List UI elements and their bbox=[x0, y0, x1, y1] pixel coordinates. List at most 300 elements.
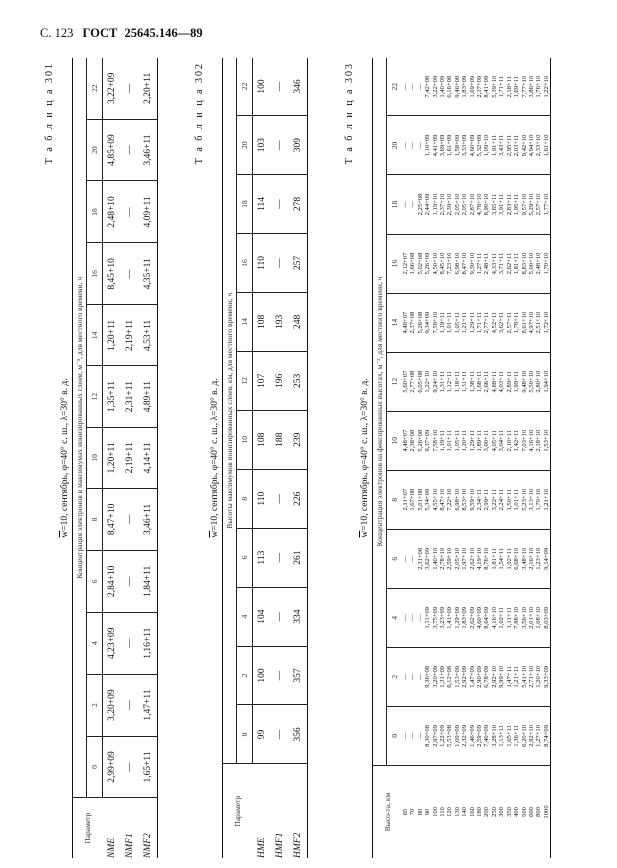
table-row bbox=[121, 58, 139, 858]
table-cell: 8,30+08 bbox=[424, 724, 432, 747]
hour-header: 12 bbox=[237, 351, 253, 410]
table-cell: — bbox=[409, 732, 417, 740]
table-cell: 257 bbox=[289, 233, 308, 292]
table-cell: 1,27+10 bbox=[535, 724, 543, 747]
table-cell: 2,62+09 bbox=[469, 588, 476, 647]
data-table bbox=[72, 58, 158, 858]
table-cell: — bbox=[121, 550, 139, 612]
table-cell: — bbox=[121, 674, 139, 736]
table-cell: 99 bbox=[257, 729, 267, 740]
table-cell: 1,68+11 bbox=[476, 352, 483, 411]
table-cell: 8,61+10 bbox=[521, 293, 528, 352]
table-cell: 3,86+10 bbox=[528, 58, 535, 116]
table-cell: 3,04+11 bbox=[498, 411, 505, 470]
table-cell: 9,33+09 bbox=[543, 647, 551, 706]
table-cell: 1,11+11 bbox=[506, 588, 513, 647]
table-cell: 2,39+10 bbox=[446, 175, 453, 234]
table-cell: 107 bbox=[253, 351, 272, 410]
table-cell: 1,19+10 bbox=[432, 175, 439, 234]
table-cell: 2,33+10 bbox=[535, 116, 542, 175]
table-cell: 1,27+11 bbox=[476, 234, 483, 293]
table-cell: 1,13+11 bbox=[498, 725, 506, 747]
table-cell: 114 bbox=[253, 175, 272, 234]
table-cell: 1,70+10 bbox=[543, 234, 551, 293]
table-title: $\overline{w}=10$, сентябрь, φ=40° с. ш., λ=30° в. д. bbox=[60, 378, 70, 538]
table-cell: 1,20+10 bbox=[535, 647, 542, 706]
table-cell: 2,32+09 bbox=[461, 724, 469, 747]
table-cell: 2,19+11 bbox=[121, 427, 139, 488]
table-cell: 2,16+10 bbox=[528, 529, 535, 588]
table-cell: 5,41+10 bbox=[521, 647, 528, 706]
table-cell: 4,48+07 bbox=[402, 293, 409, 352]
hour-header: 14 bbox=[87, 305, 103, 366]
table-row bbox=[417, 58, 424, 858]
table-cell: 1,97+10 bbox=[461, 529, 468, 588]
table-cell: 2,99+09 bbox=[107, 751, 117, 783]
table-cell: 1,20+11 bbox=[461, 411, 468, 470]
table-cell: 2,19+11 bbox=[121, 305, 139, 366]
table-cell: 9,59+10 bbox=[469, 470, 476, 529]
table-cell: — bbox=[417, 647, 424, 706]
table-cell: 1,21+10 bbox=[543, 470, 551, 529]
table-cell: — bbox=[271, 175, 289, 234]
height-value: 80 bbox=[417, 765, 424, 858]
table-cell: 7,88+10 bbox=[513, 588, 520, 647]
table-cell: — bbox=[271, 587, 289, 646]
table-cell: 2,97+09 bbox=[431, 724, 439, 747]
span-header: Концентрация электронов в максимумах ионизированных слоев, м⁻³, для местного времени, ч bbox=[73, 58, 87, 798]
hour-header: 12 bbox=[387, 352, 403, 411]
table-cell: 1,69+11 bbox=[513, 58, 520, 116]
table-cell: 2,71+10 bbox=[528, 647, 535, 706]
standard-label: ГОСТ bbox=[82, 26, 118, 40]
table-cell: 5,26+08 bbox=[417, 411, 424, 470]
table-cell: 8,47+10 bbox=[439, 470, 446, 529]
table-cell: 1,47+09 bbox=[469, 647, 476, 706]
table-row bbox=[446, 58, 453, 858]
table-cell: 6,78+09 bbox=[483, 647, 490, 706]
table-cell: 1,81+11 bbox=[491, 529, 498, 588]
hour-header: 6 bbox=[237, 528, 253, 587]
table-cell: 1,05+11 bbox=[454, 411, 461, 470]
hour-header: 20 bbox=[237, 116, 253, 175]
table-row bbox=[103, 58, 122, 858]
table-cell: 2,92+10 bbox=[527, 724, 535, 747]
table-cell: 1,81+11 bbox=[513, 234, 520, 293]
param-name: NMF1 bbox=[121, 798, 139, 858]
table-cell: — bbox=[121, 612, 139, 674]
table-cell: 9,37+09 bbox=[424, 411, 431, 470]
table-cell: 4,53+11 bbox=[139, 305, 158, 366]
table-cell: 8,45+10 bbox=[103, 243, 122, 305]
table-cell: 2,05+10 bbox=[454, 529, 461, 588]
table-cell: 253 bbox=[289, 351, 308, 410]
table-cell: 1,69+09 bbox=[469, 58, 476, 116]
table-cell: 8,45+10 bbox=[439, 234, 446, 293]
table-cell: 2,84+10 bbox=[103, 550, 122, 612]
hour-header: 4 bbox=[87, 612, 103, 674]
table-cell: 2,05+10 bbox=[461, 175, 468, 234]
table-row bbox=[521, 58, 528, 858]
table-cell: 1,22+09 bbox=[439, 724, 447, 747]
table-row bbox=[498, 58, 505, 858]
table-cell: 4,03+11 bbox=[498, 352, 505, 411]
table-cell: 1,42+11 bbox=[513, 411, 520, 470]
table-cell: 1,09+09 bbox=[453, 724, 461, 747]
rotated-content bbox=[44, 58, 614, 858]
table-cell: 8,83+10 bbox=[521, 234, 528, 293]
hour-header: 16 bbox=[87, 243, 103, 305]
table-cell: 2,62+11 bbox=[506, 234, 513, 293]
table-cell: 1,47+11 bbox=[506, 647, 513, 706]
table-cell: 2,90+09 bbox=[476, 647, 483, 706]
table-cell: 1,22+10 bbox=[424, 352, 431, 411]
table-cell: 193 bbox=[271, 292, 289, 351]
table-cell: 4,35+11 bbox=[139, 243, 158, 305]
table-cell: 2,48+10 bbox=[535, 234, 542, 293]
table-cell: 5,34+09 bbox=[424, 470, 431, 529]
hour-header: 6 bbox=[87, 550, 103, 612]
table-cell: 4,05+11 bbox=[491, 411, 498, 470]
table-cell: 357 bbox=[289, 646, 308, 705]
hour-header: 8 bbox=[237, 469, 253, 528]
param-name: NME bbox=[103, 798, 122, 858]
table-cell: 1,11+09 bbox=[424, 588, 431, 647]
table-cell: — bbox=[416, 732, 424, 740]
table-cell: 2,78+10 bbox=[439, 529, 446, 588]
table-row bbox=[289, 58, 308, 858]
table-302 bbox=[194, 58, 308, 858]
table-cell: 3,75+09 bbox=[432, 588, 439, 647]
table-cell: 8,47+10 bbox=[461, 234, 468, 293]
table-cell: 1,16+11 bbox=[139, 612, 158, 674]
table-cell: 1,40+10 bbox=[432, 529, 439, 588]
table-cell: — bbox=[125, 762, 135, 772]
table-cell: — bbox=[409, 175, 416, 234]
table-cell: 1,99+11 bbox=[513, 352, 520, 411]
table-cell: 1,91+11 bbox=[491, 116, 498, 175]
table-cell: 8,03+09 bbox=[543, 588, 551, 647]
height-value: 250 bbox=[491, 765, 498, 858]
table-cell: 2,34+11 bbox=[476, 470, 483, 529]
table-cell: 1,36+11 bbox=[513, 725, 521, 747]
table-cell: 9,36+08 bbox=[424, 647, 431, 706]
hour-header: 20 bbox=[87, 119, 103, 181]
table-cell: 113 bbox=[253, 528, 272, 587]
table-cell: 9,24+10 bbox=[432, 352, 439, 411]
table-cell: 5,00+10 bbox=[528, 234, 535, 293]
height-header: Высо-та, км bbox=[373, 765, 403, 858]
hour-header: 14 bbox=[237, 292, 253, 351]
param-name: HME bbox=[253, 764, 272, 858]
table-cell: 4,60+09 bbox=[476, 588, 483, 647]
table-cell: — bbox=[271, 116, 289, 175]
table-cell: 1,10+09 bbox=[424, 116, 431, 175]
table-cell: 3,91+11 bbox=[498, 175, 505, 234]
data-table bbox=[222, 58, 308, 858]
param-name: HMF2 bbox=[289, 764, 308, 858]
table-title: $\overline{w}=10$, сентябрь, φ=40° с. ш., λ=30° в. д. bbox=[210, 378, 220, 538]
hour-header: 22 bbox=[87, 58, 103, 119]
table-cell: — bbox=[402, 588, 409, 647]
table-cell: 5,26+09 bbox=[424, 234, 431, 293]
table-cell: 1,21+11 bbox=[461, 293, 468, 352]
table-cell: — bbox=[271, 233, 289, 292]
table-cell: 334 bbox=[289, 587, 308, 646]
table-row bbox=[402, 58, 409, 858]
table-301 bbox=[44, 58, 158, 858]
table-cell: 9,14+09 bbox=[543, 529, 551, 588]
table-cell: 1,22+10 bbox=[543, 58, 551, 116]
table-cell: 7,58+10 bbox=[432, 293, 439, 352]
table-cell: 1,65+11 bbox=[505, 725, 513, 747]
table-cell: 7,77+10 bbox=[521, 58, 528, 116]
table-cell: — bbox=[271, 469, 289, 528]
table-cell: — bbox=[271, 646, 289, 705]
hour-header: 4 bbox=[387, 588, 403, 647]
table-cell: 1,71+11 bbox=[498, 58, 505, 116]
table-cell: 2,11+07 bbox=[402, 470, 409, 529]
height-value: 120 bbox=[446, 765, 453, 858]
table-cell: 1,29+09 bbox=[454, 588, 461, 647]
table-cell: 2,20+11 bbox=[139, 58, 158, 119]
table-cell: 2,05+10 bbox=[454, 175, 461, 234]
table-cell: 8,41+09 bbox=[483, 58, 490, 116]
table-cell: 2,99+11 bbox=[483, 470, 490, 529]
table-cell: — bbox=[271, 58, 289, 116]
hour-header: 16 bbox=[237, 233, 253, 292]
table-cell: 7,40+09 bbox=[483, 724, 491, 747]
table-cell: 1,20+11 bbox=[103, 305, 122, 366]
table-cell: 3,22+11 bbox=[491, 470, 498, 529]
table-cell: 3,62+11 bbox=[498, 293, 505, 352]
table-cell: 5,26+08 bbox=[417, 293, 424, 352]
hour-header: 10 bbox=[87, 427, 103, 488]
table-cell: 1,31+09 bbox=[439, 647, 446, 706]
table-cell: — bbox=[121, 243, 139, 305]
hour-header: 22 bbox=[387, 58, 403, 116]
table-cell: — bbox=[402, 732, 409, 740]
table-cell: 2,31+08 bbox=[417, 529, 424, 588]
table-cell: 3,56+10 bbox=[521, 588, 528, 647]
hour-header: 0 bbox=[87, 736, 103, 798]
table-cell: 278 bbox=[289, 175, 308, 234]
table-cell: 2,48+11 bbox=[483, 234, 490, 293]
table-cell: 2,51+10 bbox=[535, 293, 542, 352]
table-cell: 100 bbox=[253, 646, 272, 705]
table-cell: 110 bbox=[253, 233, 272, 292]
height-value: 350 bbox=[506, 765, 513, 858]
table-cell: — bbox=[409, 588, 416, 647]
table-row bbox=[476, 58, 483, 858]
table-cell: 1,31+11 bbox=[461, 352, 468, 411]
table-row bbox=[528, 58, 535, 858]
hour-header: 6 bbox=[387, 529, 403, 588]
table-cell: 6,68+10 bbox=[513, 529, 520, 588]
table-cell: 9,57+10 bbox=[521, 175, 528, 234]
table-cell: 3,71+11 bbox=[498, 234, 505, 293]
table-label: Т а б л и ц а 303 bbox=[344, 62, 355, 165]
table-cell: 3,22+09 bbox=[432, 58, 439, 116]
table-cell: 196 bbox=[271, 351, 289, 410]
height-value: 70 bbox=[409, 765, 416, 858]
table-cell: 1,09+10 bbox=[483, 116, 490, 175]
table-cell: 1,01+11 bbox=[513, 470, 520, 529]
param-header: Параметр bbox=[73, 798, 103, 858]
table-cell: 6,98+10 bbox=[454, 234, 461, 293]
table-cell: 3,20+09 bbox=[103, 674, 122, 736]
table-cell: 7,22+10 bbox=[446, 470, 453, 529]
table-row bbox=[271, 58, 289, 858]
table-cell: 1,58+09 bbox=[454, 116, 461, 175]
table-cell: 5,50+10 bbox=[528, 352, 535, 411]
table-cell: — bbox=[409, 529, 416, 588]
table-cell: 9,46+08 bbox=[454, 58, 461, 116]
table-cell: 4,52+11 bbox=[491, 293, 498, 352]
table-cell: 5,02+08 bbox=[417, 234, 424, 293]
table-cell: 6,12+08 bbox=[446, 647, 453, 706]
table-cell: 1,21+11 bbox=[513, 647, 520, 706]
table-cell: — bbox=[402, 116, 409, 175]
table-cell: 2,10+11 bbox=[506, 411, 513, 470]
table-cell: 8,76+10 bbox=[483, 529, 490, 588]
table-cell: 2,37+09 bbox=[476, 58, 483, 116]
table-cell: 1,31+11 bbox=[439, 352, 446, 411]
table-cell: 2,83+11 bbox=[506, 175, 513, 234]
table-cell: 3,48+10 bbox=[521, 529, 528, 588]
table-label: Т а б л и ц а 302 bbox=[194, 62, 205, 165]
table-cell: 2,62+10 bbox=[469, 529, 476, 588]
table-cell: 4,19+10 bbox=[476, 529, 483, 588]
table-cell: 4,97+10 bbox=[528, 293, 535, 352]
height-value: 600 bbox=[528, 765, 535, 858]
table-row bbox=[491, 58, 498, 858]
table-cell: 2,37+10 bbox=[439, 175, 446, 234]
hour-header: 2 bbox=[387, 647, 403, 706]
table-cell: 1,20+11 bbox=[103, 427, 122, 488]
table-cell: 1,89+11 bbox=[476, 411, 483, 470]
table-cell: 2,38+08 bbox=[409, 411, 416, 470]
height-value: 130 bbox=[454, 765, 461, 858]
table-cell: 1,66+08 bbox=[409, 234, 416, 293]
table-cell: 2,92+09 bbox=[461, 647, 468, 706]
table-cell: 2,95+11 bbox=[506, 116, 513, 175]
hour-header: 22 bbox=[237, 58, 253, 116]
param-name: HMF1 bbox=[271, 764, 289, 858]
param-name: NMF2 bbox=[139, 798, 158, 858]
hour-header: 10 bbox=[387, 411, 403, 470]
table-cell: 9,30+10 bbox=[469, 234, 476, 293]
table-cell: 1,78+11 bbox=[513, 293, 520, 352]
table-cell: 6,20+10 bbox=[520, 724, 528, 747]
table-cell: 1,23+10 bbox=[535, 529, 542, 588]
table-cell: 1,65+11 bbox=[143, 751, 153, 783]
table-cell: — bbox=[409, 647, 416, 706]
table-cell: 4,88+11 bbox=[491, 352, 498, 411]
height-value: 100 bbox=[432, 765, 439, 858]
table-cell: 4,50+10 bbox=[432, 234, 439, 293]
table-row bbox=[543, 58, 551, 858]
height-value: 140 bbox=[461, 765, 468, 858]
hour-header: 4 bbox=[237, 587, 253, 646]
table-cell: 9,34+09 bbox=[424, 293, 431, 352]
table-label: Т а б л и ц а 301 bbox=[44, 62, 55, 165]
table-cell: 1,46+09 bbox=[468, 724, 476, 747]
table-cell: 5,23+10 bbox=[521, 470, 528, 529]
table-cell: 2,01+10 bbox=[528, 588, 535, 647]
table-cell: 108 bbox=[253, 292, 272, 351]
table-cell: 2,57+10 bbox=[535, 175, 542, 234]
table-cell: 3,33+09 bbox=[461, 116, 468, 175]
table-cell: — bbox=[409, 116, 416, 175]
table-cell: 2,66+11 bbox=[483, 352, 490, 411]
height-value: 1000 bbox=[543, 765, 551, 858]
hour-header: 0 bbox=[237, 705, 253, 764]
table-cell: — bbox=[402, 58, 409, 116]
table-cell: 9,99+10 bbox=[498, 647, 505, 706]
table-cell: 2,44+09 bbox=[424, 175, 431, 234]
height-value: 90 bbox=[424, 765, 431, 858]
table-cell: 3,28+10 bbox=[490, 724, 498, 747]
table-cell: 2,18+10 bbox=[535, 411, 542, 470]
table-cell: 1,02+11 bbox=[498, 588, 505, 647]
hour-header: 18 bbox=[87, 181, 103, 243]
table-cell: 4,14+11 bbox=[139, 427, 158, 488]
table-cell: 2,37+08 bbox=[409, 293, 416, 352]
table-cell: 1,72+10 bbox=[543, 293, 551, 352]
table-cell: 356 bbox=[293, 727, 303, 742]
table-cell: — bbox=[121, 119, 139, 181]
table-cell: 7,42+08 bbox=[424, 58, 431, 116]
table-cell: 4,60+09 bbox=[469, 116, 476, 175]
table-cell: 4,89+11 bbox=[139, 366, 158, 427]
table-row bbox=[454, 58, 461, 858]
hour-header: 18 bbox=[237, 175, 253, 234]
table-cell: 5,01+08 bbox=[417, 470, 424, 529]
hour-header: 18 bbox=[387, 175, 403, 234]
hour-header: 0 bbox=[390, 734, 399, 738]
table-cell: 1,61+09 bbox=[446, 116, 453, 175]
table-cell: 1,76+10 bbox=[535, 58, 542, 116]
table-row bbox=[139, 58, 158, 858]
table-cell: 2,80+10 bbox=[535, 352, 542, 411]
table-cell: 9,48+10 bbox=[521, 352, 528, 411]
table-cell: 104 bbox=[253, 587, 272, 646]
table-cell: — bbox=[417, 588, 424, 647]
table-cell: 3,46+11 bbox=[139, 488, 158, 550]
table-cell: 4,33+11 bbox=[491, 234, 498, 293]
table-cell: 4,23+09 bbox=[103, 612, 122, 674]
table-cell: 2,03+11 bbox=[513, 116, 520, 175]
table-cell: 5,32+09 bbox=[476, 116, 483, 175]
table-cell: 103 bbox=[253, 116, 272, 175]
table-cell: 1,83+09 bbox=[461, 588, 468, 647]
height-value: 500 bbox=[521, 765, 528, 858]
table-title: $\overline{w}=10$, сентябрь, φ=40° с. ш., λ=30° в. д. bbox=[360, 378, 370, 538]
table-cell: 1,83+09 bbox=[461, 58, 468, 116]
table-cell: 3,69+09 bbox=[439, 116, 446, 175]
table-cell: 5,39+10 bbox=[491, 58, 498, 116]
table-cell: — bbox=[402, 175, 409, 234]
span-header: Высоты максимумов ионизированных слоев, км, для местного времени, ч bbox=[223, 58, 237, 764]
table-cell: 1,18+11 bbox=[454, 352, 461, 411]
table-row bbox=[461, 58, 468, 858]
table-cell: — bbox=[271, 528, 289, 587]
table-cell: 261 bbox=[289, 528, 308, 587]
table-cell: 2,77+11 bbox=[483, 293, 490, 352]
table-cell: 2,25+08 bbox=[417, 175, 424, 234]
hour-header: 2 bbox=[237, 646, 253, 705]
